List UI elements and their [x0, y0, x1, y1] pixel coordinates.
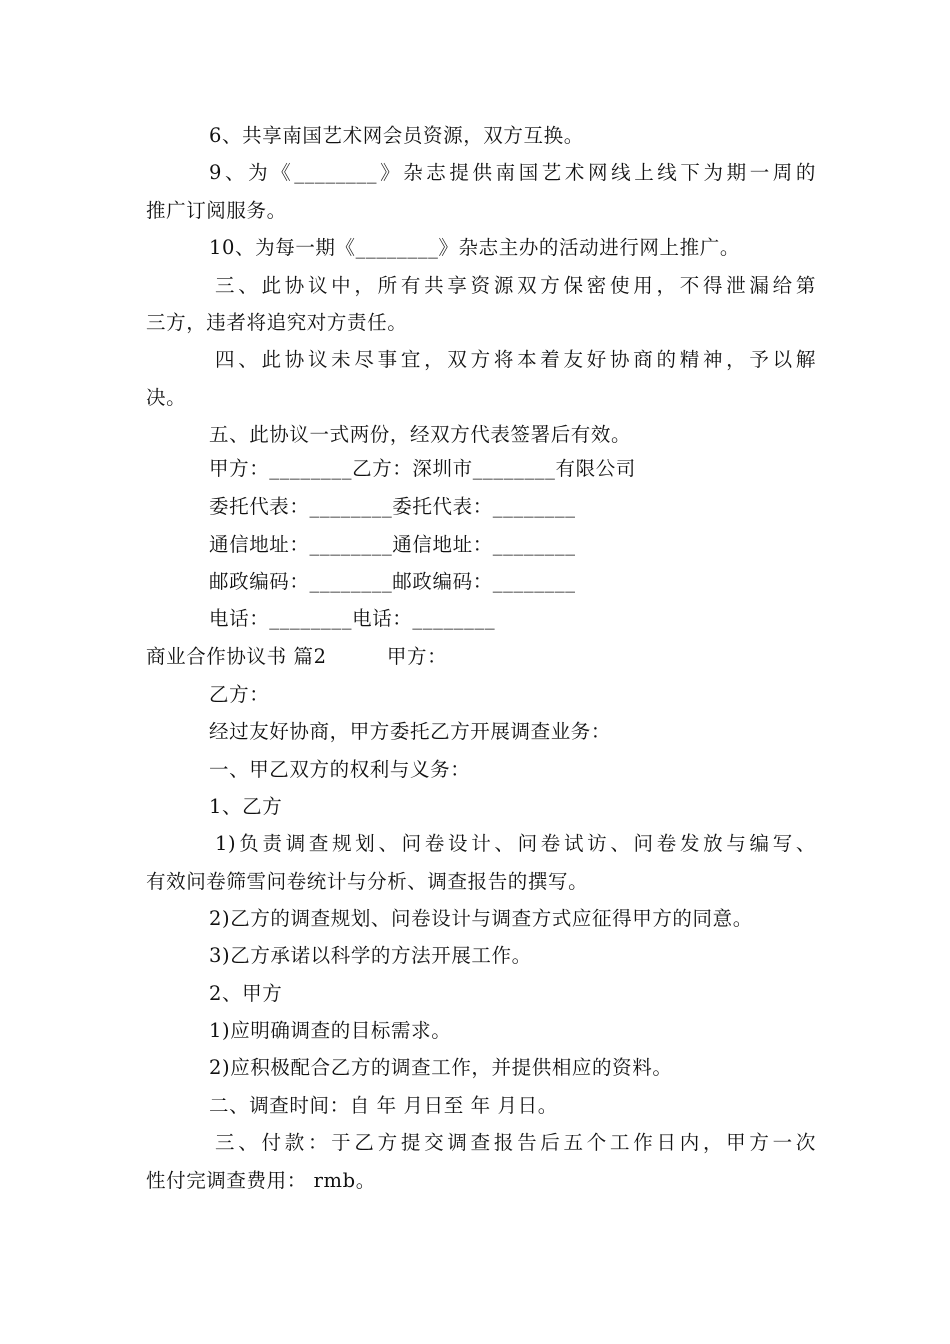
signature-line: 通信地址：________通信地址：________: [209, 533, 576, 556]
signature-line: 委托代表：________委托代表：________: [209, 495, 576, 518]
signature-line: 电话：________电话：________: [209, 607, 496, 630]
paragraph-line: 1、乙方: [209, 795, 283, 818]
signature-line: 甲方：________乙方：深圳市________有限公司: [209, 457, 636, 480]
signature-line: 邮政编码：________邮政编码：________: [209, 570, 576, 593]
section-heading: 商业合作协议书 篇2 甲方：: [146, 645, 448, 668]
paragraph-line: 有效问卷筛雪问卷统计与分析、调查报告的撰写。: [146, 870, 589, 893]
paragraph-line: 二、调查时间：自 年 月日至 年 月日。: [209, 1094, 558, 1117]
paragraph-line: 一、甲乙双方的权利与义务：: [209, 758, 471, 781]
paragraph-line: 四、此协议未尽事宜，双方将本着友好协商的精神，予以解: [215, 348, 816, 371]
paragraph-line: 1)应明确调查的目标需求。: [209, 1019, 452, 1042]
paragraph-line: 10、为每一期《________》杂志主办的活动进行网上推广。: [209, 236, 740, 259]
paragraph-line: 三、付款：于乙方提交调查报告后五个工作日内，甲方一次: [215, 1131, 816, 1154]
paragraph-line: 2、甲方: [209, 982, 283, 1005]
paragraph-line: 6、共享南国艺术网会员资源，双方互换。: [209, 124, 584, 147]
paragraph-line: 性付完调查费用： rmb。: [146, 1169, 376, 1192]
paragraph-line: 3)乙方承诺以科学的方法开展工作。: [209, 944, 532, 967]
paragraph-line: 三、此协议中，所有共享资源双方保密使用，不得泄漏给第: [215, 274, 816, 297]
paragraph-line: 乙方：: [209, 683, 270, 706]
paragraph-line: 1)负责调查规划、问卷设计、问卷试访、问卷发放与编写、: [215, 832, 816, 855]
paragraph-line: 决。: [146, 386, 187, 409]
paragraph-line: 推广订阅服务。: [146, 199, 287, 222]
paragraph-line: 2)乙方的调查规划、问卷设计与调查方式应征得甲方的同意。: [209, 907, 753, 930]
paragraph-line: 经过友好协商，甲方委托乙方开展调查业务：: [209, 720, 612, 743]
paragraph-line: 9、为《________》杂志提供南国艺术网线上线下为期一周的: [209, 161, 816, 184]
paragraph-line: 三方，违者将追究对方责任。: [146, 311, 408, 334]
paragraph-line: 2)应积极配合乙方的调查工作，并提供相应的资料。: [209, 1056, 673, 1079]
paragraph-line: 五、此协议一式两份，经双方代表签署后有效。: [209, 423, 632, 446]
